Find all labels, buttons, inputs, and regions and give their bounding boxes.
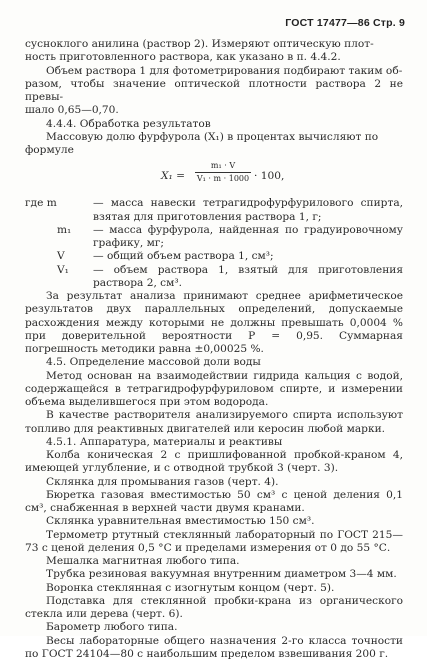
definition-item xyxy=(25,197,403,224)
section-heading: 4.4.4. Обработка результатов xyxy=(25,118,403,131)
definition-key: V₁ xyxy=(57,264,69,277)
page-header: ГОСТ 17477—86 Стр. 9 xyxy=(285,17,405,29)
paragraph: Бюретка газовая вместимостью 50 см³ с ценой деления 0,1 см³, снабженная в верхней части двумя кранами. xyxy=(25,489,403,516)
definition-text: — масса навески тетрагидрофурфурилового спирта, взятая для приготовления раствора 1, г; xyxy=(93,197,403,222)
paragraph: Склянка для промывания газов (черт. 4). xyxy=(25,476,403,489)
definition-item xyxy=(25,264,403,291)
definition-key: V xyxy=(57,250,65,263)
formula-denominator: V₁ · m · 1000 xyxy=(195,173,251,184)
formula-numerator: m₁ · V xyxy=(195,161,251,173)
paragraph: Метод основан на взаимодействии гидрида кальция с водой, содержащейся в тетрагидрофурфуриловом спирте, и измерении объема выделившегося при этом водорода. xyxy=(25,370,403,410)
definition-text: — масса фурфурола, найденная по градуировочному графику, мг; xyxy=(93,224,403,249)
definition-key: где m xyxy=(25,197,57,210)
paragraph: Склянка уравнительная вместимостью 150 см³. xyxy=(25,515,403,528)
paragraph: Колба коническая 2 с пришлифованной пробкой-краном 4, имеющей углубление, и с отводной трубкой 3 (черт. 3). xyxy=(25,449,403,476)
text-line: Массовую долю фурфурола (X₁) в процентах вычисляют по xyxy=(25,131,403,144)
section-heading: 4.5. Определение массовой доли воды xyxy=(25,356,403,369)
definition-text: — объем раствора 1, взятый для приготовления раствора 2, см³. xyxy=(93,264,403,289)
paragraph: Барометр любого типа. xyxy=(25,621,403,634)
definition-text: — общий объем раствора 1, см³; xyxy=(93,250,274,262)
paragraph: В качестве растворителя анализируемого спирта используют топливо для реактивных двигателей или керосин любой марки. xyxy=(25,409,403,436)
paragraph: Весы лабораторные общего назначения 2-го класса точности по ГОСТ 24104—80 с наибольшим пределом взвешивания 200 г. xyxy=(25,635,403,661)
section-heading: 4.5.1. Аппаратура, материалы и реактивы xyxy=(25,436,403,449)
formula-lhs: X₁ = xyxy=(161,170,185,183)
paragraph: Трубка резиновая вакуумная внутренним диаметром 3—4 мм. xyxy=(25,568,403,581)
text-line: сусноклого анилина (раствор 2). Измеряют оптическую плот- xyxy=(25,38,403,51)
text-line: формуле xyxy=(25,144,403,157)
text-line: шало 0,65—0,70. xyxy=(25,104,403,117)
definition-key: m₁ xyxy=(57,224,71,237)
definition-item xyxy=(25,224,403,251)
paragraph: За результат анализа принимают среднее арифметическое результатов двух параллельных определений, допускаемые расхождения между которыми не должны превышать 0,0004 % при доверительной вероятности P = 0,95. Суммарная погрешность методики равна ±0,00025 %. xyxy=(25,290,403,356)
text-line: ность приготовленного раствора, как указано в п. 4.4.2. xyxy=(25,51,403,64)
paragraph: Мешалка магнитная любого типа. xyxy=(25,555,403,568)
text-line: разом, чтобы значение оптической плотности раствора 2 не превы- xyxy=(25,78,403,105)
paragraph: Воронка стеклянная с изогнутым концом (черт. 5). xyxy=(25,582,403,595)
variable-definitions xyxy=(25,197,403,290)
formula xyxy=(25,159,403,195)
formula-fraction xyxy=(195,161,251,184)
formula-rhs: · 100, xyxy=(254,170,284,183)
paragraph: Термометр ртутный стеклянный лабораторный по ГОСТ 215—73 с ценой деления 0,5 °С и пределами измерения от 0 до 55 °С. xyxy=(25,529,403,556)
definition-item xyxy=(25,250,403,263)
document-body xyxy=(25,38,403,661)
paragraph: Подставка для стеклянной пробки-крана из органического стекла или дерева (черт. 6). xyxy=(25,595,403,622)
text-line: Объем раствора 1 для фотометрирования подбирают таким об- xyxy=(25,65,403,78)
